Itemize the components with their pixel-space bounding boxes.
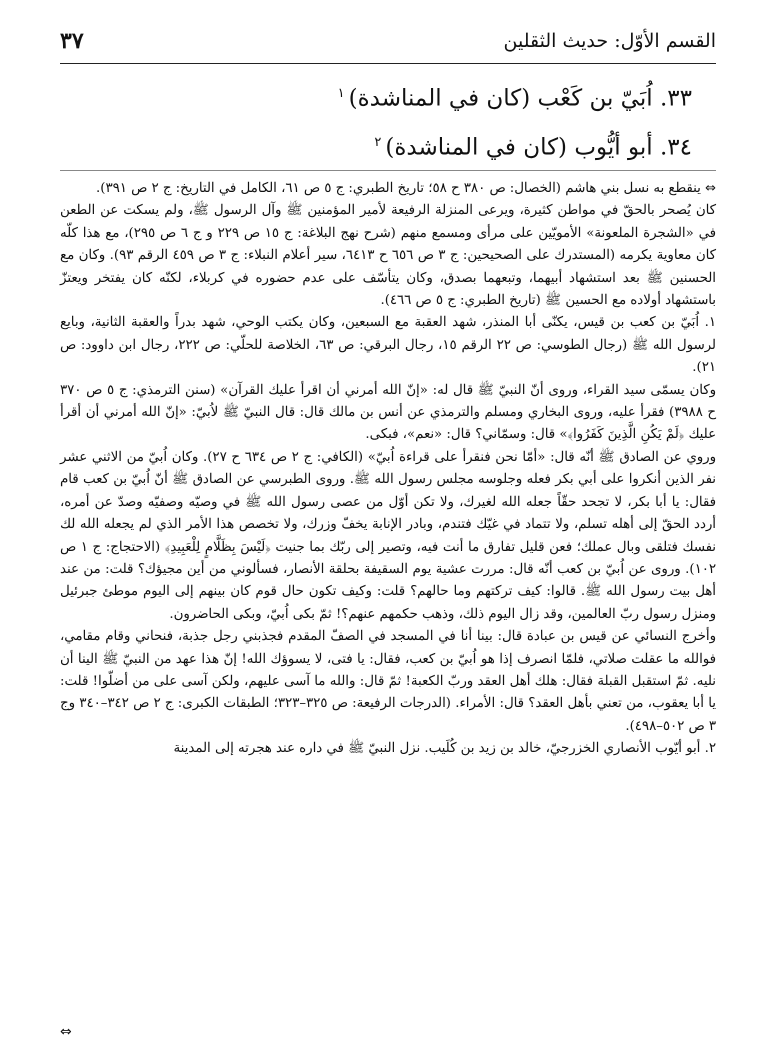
footnote-paragraph: وكان يسمّى سيد القراء، وروى أنّ النبيّ ﷺ قال له: «إنّ الله أمرني أن اقرأ عليك القرآن» (سنن الترمذي: ج ٥ ص ٣٧٠ ح ٣٩٨٨) فقرأ عليه، وروى البخاري ومسلم والترمذي عن أنس بن مالك قال: قال النبيّ ﷺ لاُبيّ: «إنّ الله أمرني أن أقرأ عليك ﴿لَمْ يَكُنِ الَّذِينَ كَفَرُوا﴾» قال: وسمّاني؟ قال: «نعم»، فبكى. xyxy=(60,382,717,443)
footnote-paragraph: وأخرج النسائي عن قيس بن عبادة قال: بينا أنا في المسجد في الصفّ المقدم فجذبني رجل جذبة، فنحاني وقام مقامي، فوالله ما عقلت صلاتي، فلمّا انصرف إذا هو اُبيّ بن كعب، فقال: يا فتى، لا يسوؤك الله! إنّ هذا عهد من النبيّ ﷺ الينا أن نليه. ثمّ استقبل القبلة فقال: هلك أهل العقد وربّ الكعبة! ثمّ قال: والله ما آسى عليهم، ولكن آسى على من أضلّوا! قلت: يا أبا يعقوب، من تعني بأهل العقد؟ قال: الأمراء. (الدرجات الرفيعة: ص ٣٢٥–٣٢٣؛ الطبقات الكبرى: ج ٢ ص ٣٤٢–٣٤٠ وج ٣ ص ٥٠٢–٤٩٨). xyxy=(60,629,716,734)
footnote-paragraph: ١. اُبَيّ بن كعب بن قيس، يكنّى أبا المنذر، شهد العقبة مع السبعين، وكان يكتب الوحي، شهد بدراً والعقبة الثانية، وبايع لرسول الله ﷺ (رجال الطوسي: ص ٢٢ الرقم ١٥، رجال البرقي: ص ٦٣، الخلاصة للحلّي: ص ٢٢٢، رجال ابن داوود: ص ٢١). xyxy=(60,315,716,376)
footnote-text: ينقطع به نسل بني هاشم (الخصال: ص ٣٨٠ ح ٥٨؛ تاريخ الطبري: ج ٥ ص ٦١، الكامل في التاريخ: ج ٢ ص ٣٩١). xyxy=(96,181,701,196)
page-number: ٣٧ xyxy=(60,28,84,54)
footnote-paragraph: كان يُصحر بالحقّ في مواطن كثيرة، ويرعى المنزلة الرفيعة لأمير المؤمنين ﷺ وآل الرسول ﷺ، ولم يسكت عن الطعن في «الشجرة الملعونة» الأمويّين على مرأى ومسمع منهم (شرح نهج البلاغة: ج ١٥ ص ٢٢٩ و ج ٦ ص ٢٩٥)، مع هذا كلّه كان معاوية يكرمه (المستدرك على الصحيحين: ج ٣ ص ٦٥٦ ح ٦٤١٣، سير أعلام النبلاء: ج ٣ ص ٤٥٩ الرقم ٩٣). وكان مع الحسنين ﷺ بعد استشهاد أبيهما، وتبعهما بصدق، وكان يتأسّف على عدم حضوره في كربلاء، لكنّه كان يفتخر ويعتزّ باستشهاد أولاده مع الحسين ﷺ (تاريخ الطبري: ج ٥ ص ٤٦٦). xyxy=(60,203,717,309)
narrator-list xyxy=(338,72,692,169)
narrator-entry xyxy=(338,121,692,170)
narrator-entry xyxy=(338,72,692,121)
footnote-paragraph: ٢. أبو أيّوب الأنصاري الخزرجيّ، خالد بن زيد بن كُلَيب. نزل النبيّ ﷺ في داره عند هجرته إلى المدينة xyxy=(173,741,716,757)
page-header xyxy=(60,22,716,62)
header-rule xyxy=(60,63,716,64)
entry-text: ٣٣. اُبَيّ بن كَعْب (كان في المناشدة) xyxy=(348,85,692,112)
footnote-paragraph xyxy=(60,178,716,200)
section-title: القسم الأوّل: حديث الثقلين xyxy=(503,30,716,52)
footnotes xyxy=(60,178,716,761)
footnote-paragraph: وروي عن الصادق ﷺ أنّه قال: «أمّا نحن فنقرأ على قراءة اُبيّ» (الكافي: ج ٢ ص ٦٣٤ ح ٢٧). وكان اُبيّ من الاثني عشر نفر الذين أنكروا على أبي بكر فعله وجلوسه مجلس رسول الله ﷺ. وروى الطبرسي عن الصادق ﷺ أنّ اُبيّ بن كعب قام فقال: يا أبا بكر، لا تجحد حقّاً جعله الله لغيرك، ولا تكن أوّل من عصى رسول الله ﷺ في وصيّه وصفيّه وصدّ عن أمره، أردد الحقّ إلى أهله تسلم، ولا تتماد في غيّك فتندم، وبادر الإنابة يخفّ وزرك، ولا تخصص هذا الأمر الذي لم يجعله الله لك نفسك فتلقى وبال عملك؛ فعن قليل تفارق ما أنت فيه، وتصير إلى ربّك بما جنيت ﴿لَيْسَ بِظَلَّامٍ لِلْعَبِيدِ﴾ (الاحتجاج: ج ١ ص ١٠٢). وروى عن اُبيّ بن كعب أنّه قال: مررت عشية يوم السقيفة بحلقة الأنصار، فسألوني من أين مجيؤك؟ قلت: من عند أهل بيت رسول الله ﷺ. قالوا: كيف تركتهم وما حالهم؟ قلت: وكيف تكون حال قوم كان بينهم إلى اليوم موطئ جبرئيل ومنزل رسول ربّ العالمين، وقد زال اليوم ذلك، وذهب حكمهم عنهم؟! ثمّ بكى اُبيّ، وبكى الحاضرون. xyxy=(60,449,717,622)
continuation-arrow-icon: ⇔ xyxy=(705,181,716,196)
footnote-marker: ١ xyxy=(337,86,345,101)
continuation-arrow-icon: ⇔ xyxy=(60,1024,72,1040)
footnote-separator xyxy=(60,170,716,171)
entry-text: ٣٤. أبو أيُّوب (كان في المناشدة) xyxy=(385,134,692,161)
footnote-marker: ٢ xyxy=(374,134,382,150)
